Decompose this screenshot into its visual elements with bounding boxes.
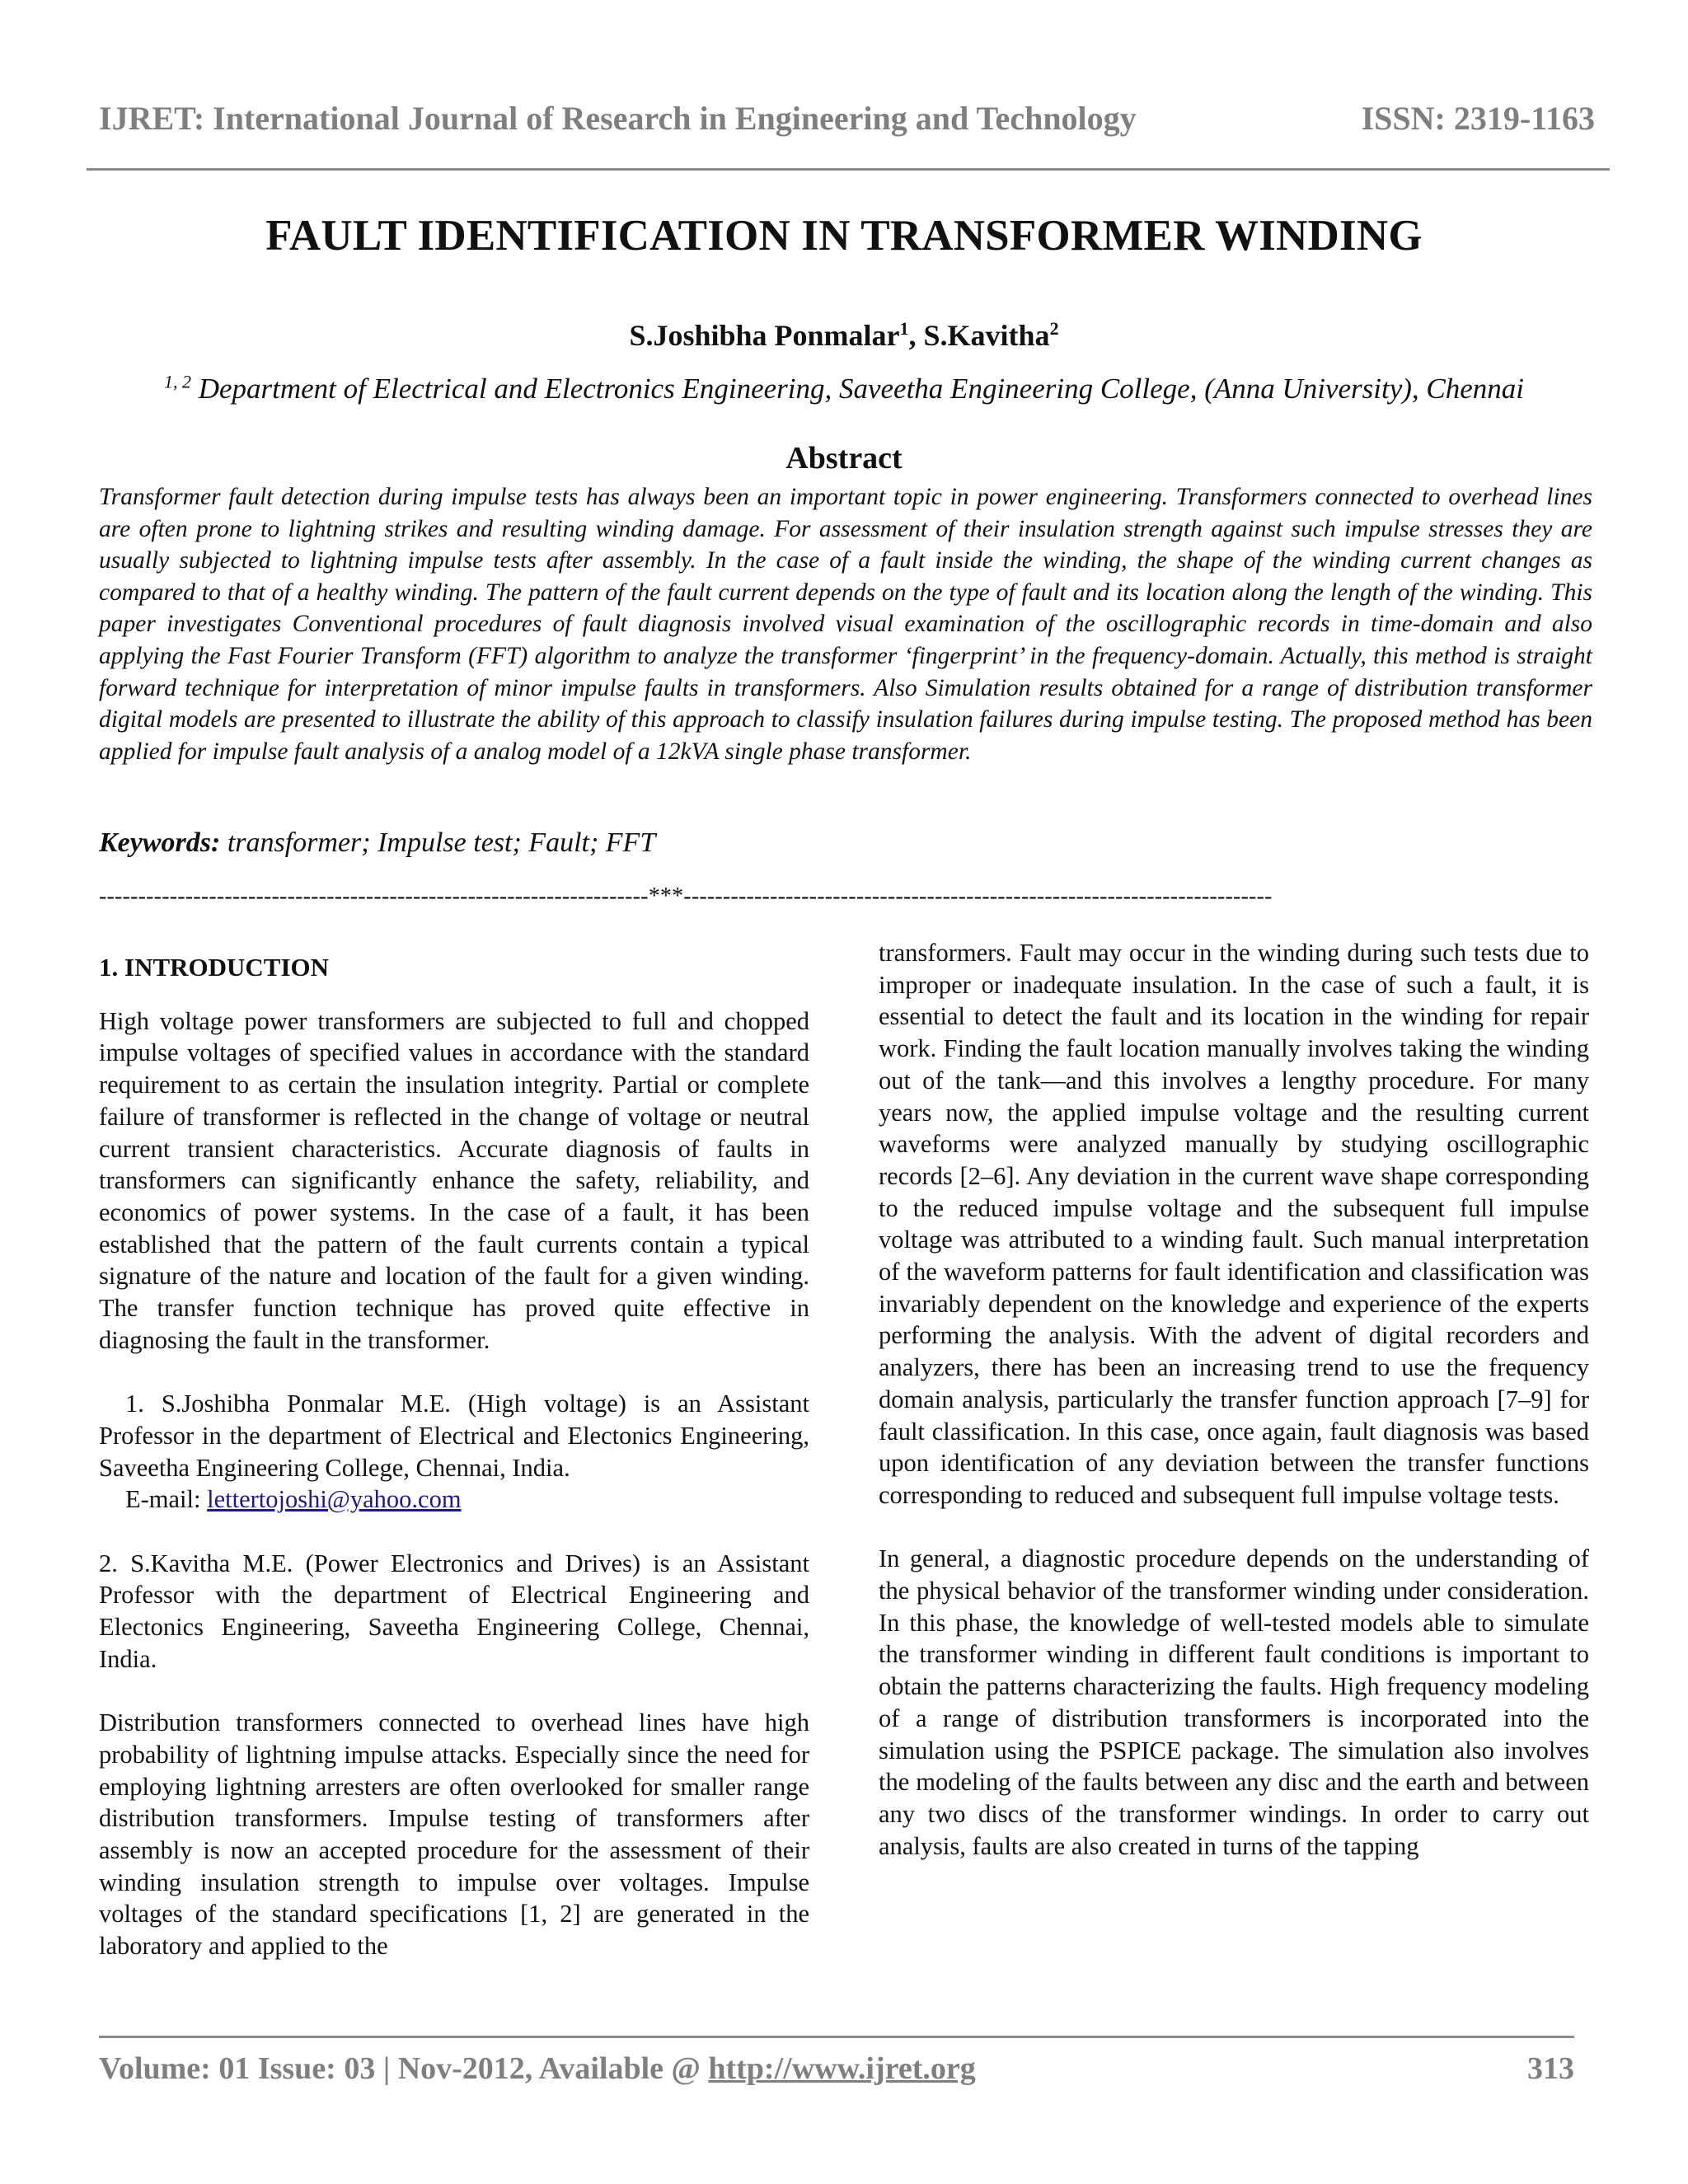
email-label: E-mail: [125, 1485, 208, 1514]
journal-website-link[interactable]: http://www.ijret.org [708, 2051, 976, 2086]
intro-paragraph-2: Distribution transformers connected to overhead lines have high probability of lightning impulse attacks. Especially since the need for employing lightning arresters are often overlooked for smaller range distribution transformers. Impulse testing of transformers after assembly is now an accepted procedure for the assessment of their winding insulation strength to impulse over voltages. Impulse voltages of the standard specifications [1, 2] are generated in the laboratory and applied to the [99, 1708, 809, 1961]
author-footnote-1: 1. S.Joshibha Ponmalar M.E. (High voltage) is an Assistant Professor in the department of Electrical and Electonics Engineering, Saveetha Engineering College, Chennai, India. [99, 1390, 809, 1482]
section-title-text: NTRODUCTION [134, 953, 330, 982]
right-column [879, 937, 1589, 1862]
authors [0, 318, 1688, 353]
author-1: S.Joshibha Ponmalar [629, 319, 900, 352]
author-email-line [99, 1483, 809, 1516]
abstract-body: Transformer fault detection during impulse tests has always been an important topic in power engineering. Transformers connected to overhead lines are often prone to lightning strikes and resulting winding damage. For assessment of their insulation strength against such impulse stresses they are usually subjected to lightning impulse tests after assembly. In the case of a fault inside the winding, the shape of the winding current changes as compared to that of a healthy winding. The pattern of the fault current depends on the type of fault and its location along the length of the winding. This paper investigates Conventional procedures of fault diagnosis involved visual examination of the oscillographic records in time-domain and also applying the Fast Fourier Transform (FFT) algorithm to analyze the transformer ‘fingerprint’ in the frequency-domain. Actually, this method is straight forward technique for interpretation of minor impulse faults in transformers. Also Simulation results obtained for a range of distribution transformer digital models are presented to illustrate the ability of this approach to classify insulation failures during impulse testing. The proposed method has been applied for impulse fault analysis of a analog model of a 12kVA single phase transformer. [99, 484, 1592, 765]
section-separator: ----------------------------------------------------------------------***--------------------------------------------------------------------------- [99, 883, 1273, 908]
issn: ISSN: 2319-1163 [1361, 100, 1595, 137]
intro-paragraph-1: High voltage power transformers are subjected to full and chopped impulse voltages of specified values in accordance with the standard requirement to as certain the insulation integrity. Partial or complete failure of transformer is reflected in the change of voltage or neutral current transient characteristics. Accurate diagnosis of faults in transformers can significantly enhance the safety, reliability, and economics of power systems. In the case of a fault, it has been established that the pattern of the fault currents contain a typical signature of the nature and location of the fault for a given winding. The transfer function technique has proved quite effective in diagnosing the fault in the transformer. [99, 1006, 809, 1354]
section-heading-introduction [99, 952, 809, 984]
intro-paragraph-3: transformers. Fault may occur in the winding during such tests due to improper or inadequate insulation. In the case of such a fault, it is essential to detect the fault and its location in the winding for repair work. Finding the fault location manually involves taking the winding out of the tank—and this involves a lengthy procedure. For many years now, the applied impulse voltage and the resulting current waveforms were analyzed manually by studying oscillographic records [2–6]. Any deviation in the current wave shape corresponding to the reduced impulse voltage and the subsequent full impulse voltage was attributed to a winding fault. Such manual interpretation of the waveform patterns for fault identification and classification was invariably dependent on the knowledge and experience of the experts performing the analysis. With the advent of digital recorders and analyzers, there has been an increasing trend to use the frequency domain analysis, particularly the transfer function approach [7–9] for fault classification. In this case, once again, fault diagnosis was based upon identification of any deviation between the transfer functions corresponding to reduced and subsequent full impulse voltage tests. [879, 939, 1589, 1509]
keywords-label: Keywords: [99, 827, 221, 858]
header-rule [87, 168, 1610, 171]
section-number: 1. I [99, 953, 135, 982]
journal-name: IJRET: International Journal of Research in Engineering and Technology [99, 100, 1137, 137]
page-header [87, 92, 1595, 150]
author-2-affil-marker: 2 [1049, 318, 1059, 339]
page-footer [99, 2044, 1574, 2093]
footer-citation [99, 2050, 976, 2087]
affiliation-marker: 1, 2 [163, 371, 191, 392]
footer-volume-text: Volume: 01 Issue: 03 | Nov-2012, Available @ [99, 2051, 709, 2086]
page-number: 313 [1527, 2051, 1574, 2086]
affiliation [0, 373, 1688, 405]
author-1-affil-marker: 1 [899, 318, 909, 339]
intro-paragraph-4: In general, a diagnostic procedure depends on the understanding of the physical behavior of the transformer winding under consideration. In this phase, the knowledge of well-tested models able to simulate the transformer winding in different fault conditions is important to obtain the patterns characterizing the faults. High frequency modeling of a range of distribution transformers is incorporated into the simulation using the PSPICE package. The simulation also involves the modeling of the faults between any disc and the earth and between any two discs of the transformer windings. In order to carry out analysis, faults are also created in turns of the tapping [879, 1544, 1589, 1860]
abstract-heading: Abstract [785, 441, 903, 476]
author-2: S.Kavitha [923, 319, 1050, 352]
author-footnote-2: 2. S.Kavitha M.E. (Power Electronics and Drives) is an Assistant Professor with the department of Electrical Engineering and Electonics Engineering, Saveetha Engineering College, Chennai, India. [99, 1549, 809, 1673]
author-separator: , [908, 319, 924, 352]
affiliation-text: Department of Electrical and Electronics Engineering, Saveetha Engineering College, (Anna University), Chennai [198, 373, 1525, 405]
footer-rule [99, 2036, 1574, 2038]
paper-title: FAULT IDENTIFICATION IN TRANSFORMER WINDING [265, 212, 1423, 260]
keywords [99, 827, 655, 859]
author-email-link[interactable]: lettertojoshi@yahoo.com [207, 1485, 462, 1514]
left-column [99, 952, 809, 1962]
keywords-text: transformer; Impulse test; Fault; FFT [220, 827, 656, 858]
